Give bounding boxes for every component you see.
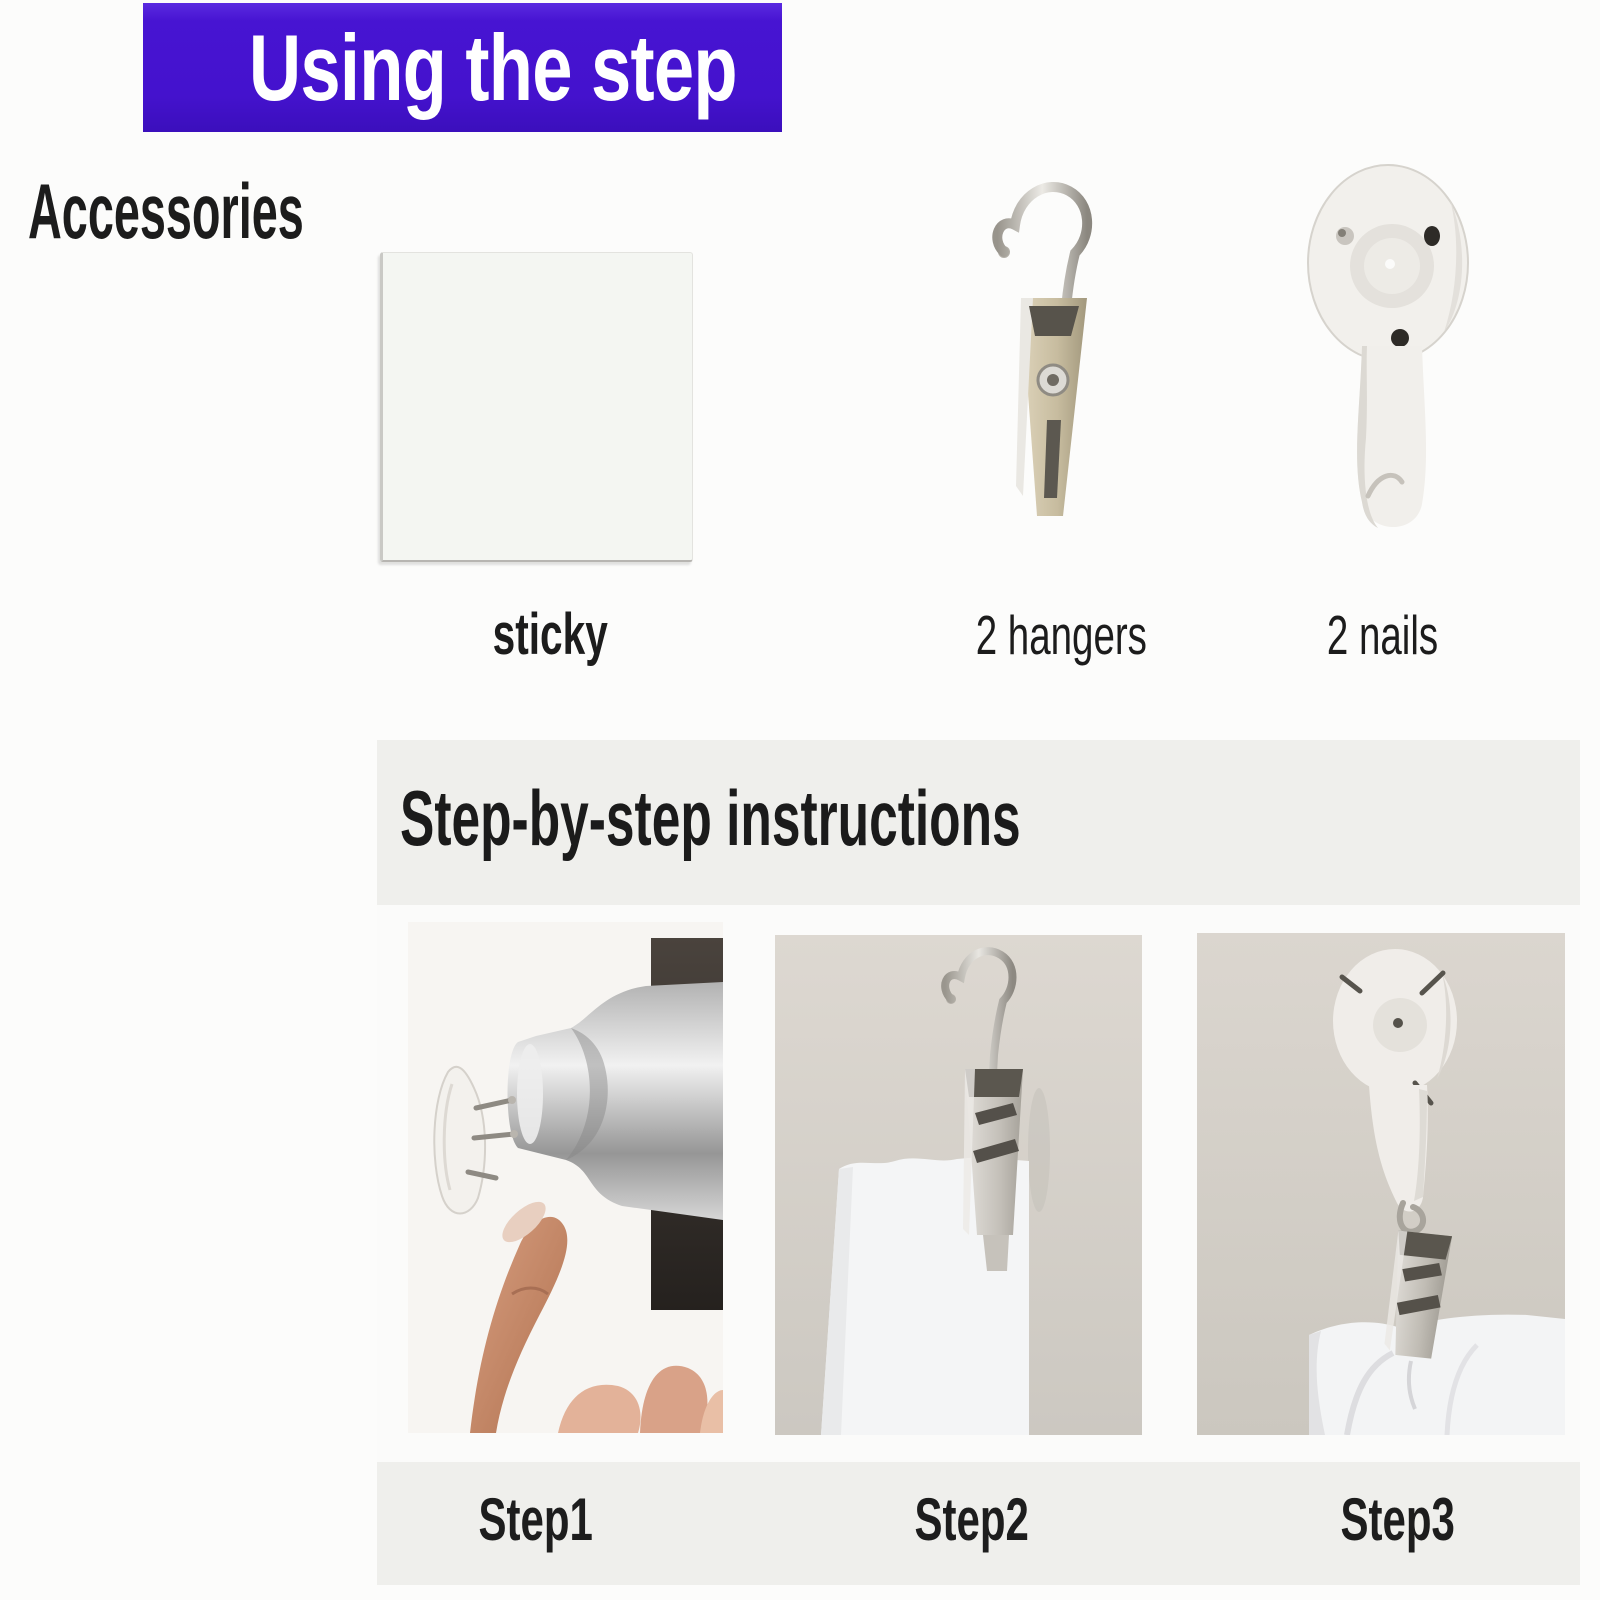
title-banner (143, 3, 782, 132)
curtain-clip-hook-image (967, 158, 1137, 553)
step3-label: Step3 (1340, 1486, 1456, 1553)
wall-hook-with-nail-holes-image (1300, 160, 1476, 555)
clip-holding-paper-photo (775, 935, 1142, 1435)
instructions-heading: Step-by-step instructions (400, 774, 1021, 862)
instructions-panel (377, 740, 1580, 1585)
nails-label: 2 nails (1326, 604, 1438, 666)
sticky-pad-image (380, 252, 693, 562)
accessories-heading: Accessories (28, 167, 304, 255)
hammer-nailing-hook-photo (408, 922, 723, 1433)
clip-hanging-from-hook-photo (1197, 933, 1565, 1435)
page-title: Using the step (248, 14, 737, 120)
step1-label: Step1 (478, 1486, 594, 1553)
step2-label: Step2 (914, 1486, 1030, 1553)
sticky-label: sticky (492, 602, 608, 667)
hangers-label: 2 hangers (975, 604, 1147, 666)
